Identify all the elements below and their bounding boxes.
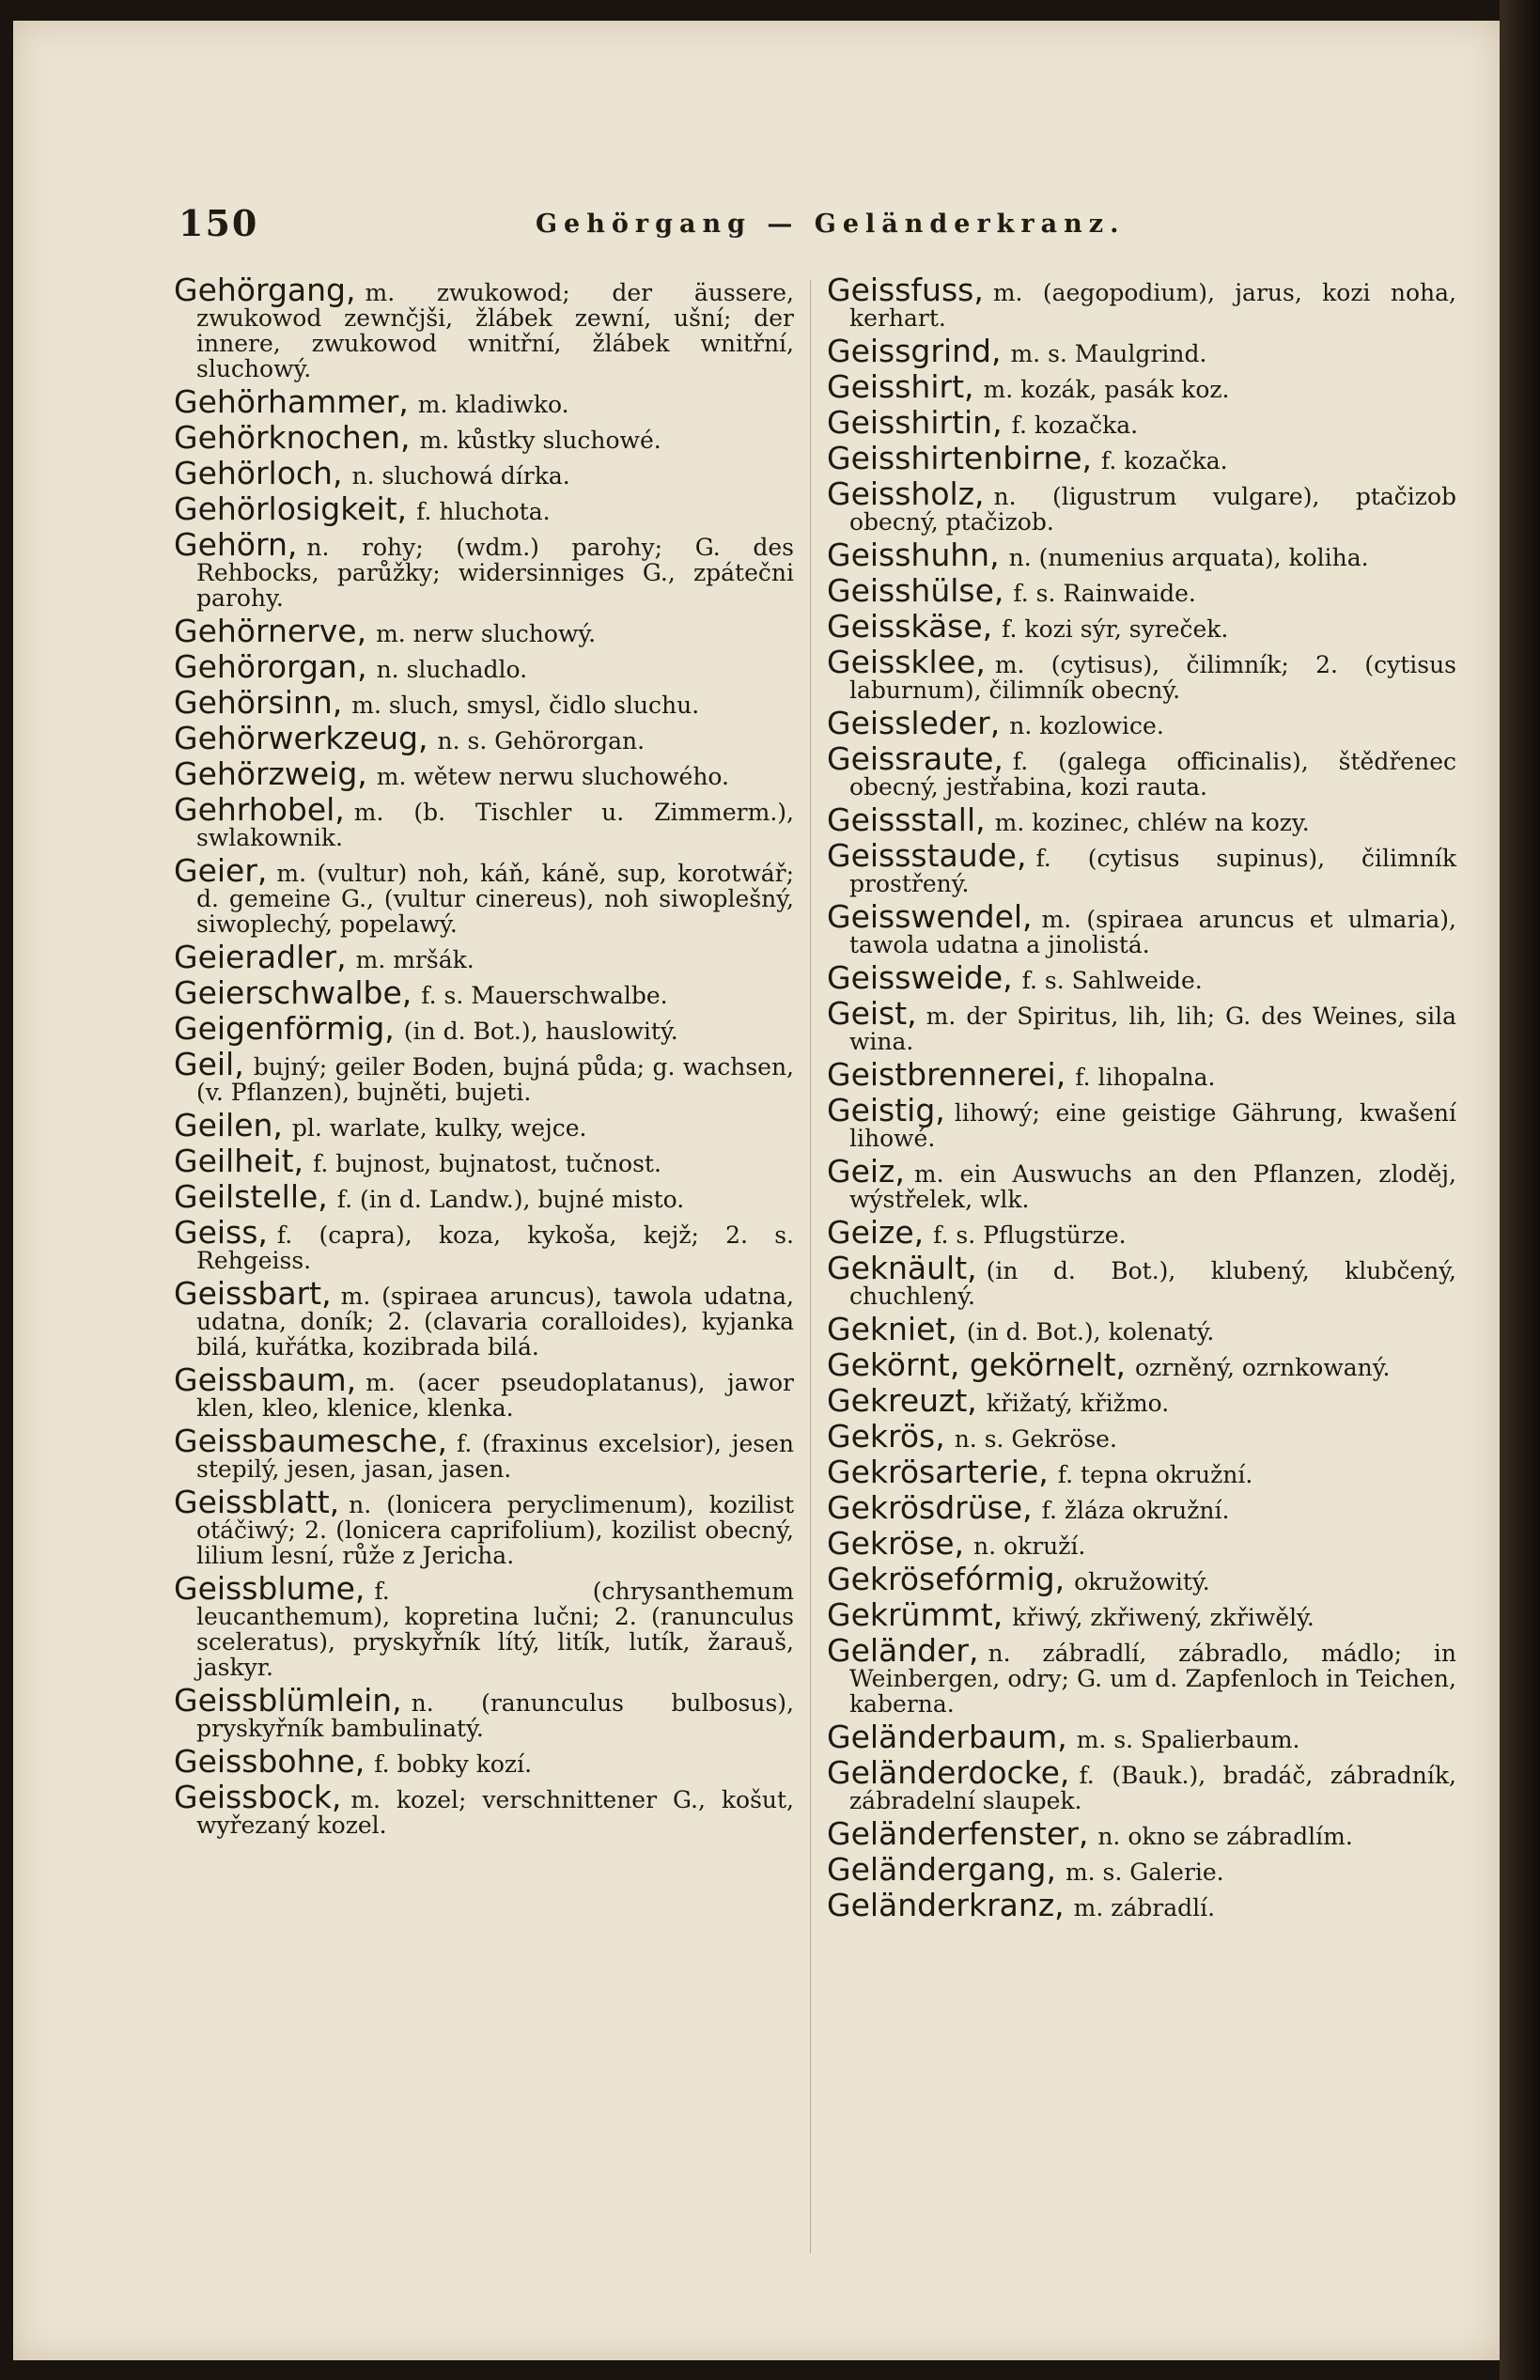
entry-definition: n. okruží. — [973, 1532, 1086, 1560]
dictionary-entry — [827, 1092, 1456, 1152]
dictionary-entry — [827, 333, 1456, 369]
entry-definition: f. s. Mauerschwalbe. — [421, 982, 668, 1009]
running-head: Gehörgang — Geländerkranz. — [536, 210, 1126, 239]
entry-definition: n. (numenius arquata), koliha. — [1008, 544, 1369, 571]
entry-headword: Geknäult, — [827, 1250, 977, 1286]
entry-definition: pl. warlate, kulky, wejce. — [291, 1114, 587, 1142]
dictionary-entry — [174, 526, 794, 612]
entry-definition: bujný; geiler Boden, bujná půda; g. wachsen, (v. Pflanzen), bujněti, bujeti. — [196, 1053, 794, 1106]
entry-definition: f. s. Sahlweide. — [1021, 967, 1203, 994]
entry-headword: Geilstelle, — [174, 1178, 328, 1215]
page-header — [179, 202, 1475, 249]
dictionary-entry — [827, 272, 1456, 332]
entry-definition: f. hluchota. — [416, 498, 551, 525]
dictionary-entry — [174, 419, 794, 456]
dictionary-entry — [827, 572, 1456, 609]
entry-definition: m. wětew nerwu sluchowého. — [376, 763, 729, 790]
dictionary-entry — [827, 475, 1456, 536]
entry-headword: Geiss, — [174, 1214, 268, 1251]
entry-definition: n. (ligustrum vulgare), ptačizob obecný, ptačizob. — [849, 483, 1456, 536]
dictionary-entry — [174, 1107, 794, 1143]
entry-headword: Geisswendel, — [827, 898, 1033, 935]
dictionary-entry — [174, 455, 794, 491]
dictionary-entry — [174, 852, 794, 938]
entry-headword: Geländerdocke, — [827, 1754, 1070, 1791]
entry-headword: Geissgrind, — [827, 333, 1002, 369]
entry-definition: (in d. Bot.), kolenatý. — [966, 1318, 1215, 1346]
entry-headword: Gehörzweig, — [174, 755, 367, 792]
dictionary-entry — [827, 1596, 1456, 1633]
entry-headword: Gehörgang, — [174, 272, 356, 308]
dictionary-entry — [174, 1682, 794, 1742]
entry-headword: Gekrösdrüse, — [827, 1489, 1033, 1526]
entry-definition: n. s. Gehörorgan. — [437, 727, 646, 754]
dictionary-entry — [827, 898, 1456, 958]
entry-headword: Geil, — [174, 1046, 244, 1082]
dictionary-entry — [827, 1214, 1456, 1251]
entry-headword: Geissblümlein, — [174, 1682, 402, 1719]
dictionary-entry — [174, 939, 794, 975]
entry-headword: Gekröse, — [827, 1525, 965, 1562]
entry-headword: Geissleder, — [827, 705, 1001, 741]
entry-headword: Gehörknochen, — [174, 419, 411, 456]
entry-headword: Geissbohne, — [174, 1743, 366, 1780]
dictionary-entry — [827, 1454, 1456, 1490]
entry-definition: f. bobky kozí. — [374, 1750, 533, 1778]
entry-definition: m. (spiraea aruncus), tawola udatna, udatna, doník; 2. (clavaria coralloides), kyjanka bilá, kuřátka, kozibrada bilá. — [196, 1283, 794, 1361]
entry-definition: m. (acer pseudoplatanus), jawor klen, kleo, klenice, klenka. — [196, 1369, 794, 1422]
dictionary-entry — [827, 740, 1456, 801]
entry-definition: f. (Bauk.), bradáč, zábradník, zábradelní slaupek. — [849, 1762, 1456, 1814]
dictionary-entry — [174, 1779, 794, 1839]
entry-headword: Geize, — [827, 1214, 925, 1251]
dictionary-entry — [827, 537, 1456, 573]
entry-definition: n. sluchowá dírka. — [351, 462, 570, 490]
entry-headword: Gekrös, — [827, 1418, 945, 1454]
dictionary-entry — [827, 1153, 1456, 1213]
dictionary-entry — [827, 1815, 1456, 1852]
entry-definition: f. kozi sýr, syreček. — [1002, 615, 1229, 643]
entry-headword: Geigenförmig, — [174, 1010, 395, 1047]
dictionary-entry — [174, 1743, 794, 1780]
entry-definition: m. kladiwko. — [417, 391, 569, 418]
entry-definition: (in d. Bot.), klubený, klubčený, chuchlený. — [849, 1257, 1456, 1310]
entry-headword: Gehörorgan, — [174, 648, 367, 685]
dictionary-entry — [827, 368, 1456, 405]
dictionary-entry — [174, 755, 794, 792]
entry-definition: m. (b. Tischler u. Zimmerm.), swlakownik. — [196, 799, 794, 851]
dictionary-entry — [174, 613, 794, 649]
entry-definition: f. s. Pflugstürze. — [933, 1221, 1127, 1249]
entry-headword: Geissklee, — [827, 644, 986, 680]
entry-definition: n. (ranunculus bulbosus), pryskyřník bambulinatý. — [196, 1689, 794, 1742]
dictionary-entry — [827, 1754, 1456, 1814]
entry-definition: f. kozačka. — [1101, 447, 1228, 474]
entry-definition: n. s. Gekröse. — [954, 1425, 1117, 1453]
entry-headword: Gehörhammer, — [174, 383, 409, 420]
dictionary-entry — [174, 1484, 794, 1569]
entry-headword: Geisskäse, — [827, 608, 993, 645]
dictionary-entry — [827, 1382, 1456, 1419]
entry-headword: Gehörlosigkeit, — [174, 490, 408, 527]
entry-definition: f. (cytisus supinus), čilimník prostřený. — [849, 845, 1456, 897]
entry-definition: f. kozačka. — [1011, 412, 1139, 439]
dictionary-entry — [827, 995, 1456, 1055]
entry-headword: Gekrösefórmig, — [827, 1561, 1066, 1597]
dictionary-entry — [174, 1143, 794, 1179]
entry-headword: Geisshuhn, — [827, 537, 1000, 573]
dictionary-entry — [827, 608, 1456, 645]
entry-headword: Geistbrennerei, — [827, 1056, 1066, 1093]
entry-definition: m. der Spiritus, lih, lih; G. des Weines, sila wina. — [849, 1003, 1456, 1055]
entry-headword: Gekreuzt, — [827, 1382, 977, 1419]
dictionary-entry — [827, 837, 1456, 897]
entry-definition: f. lihopalna. — [1075, 1064, 1216, 1091]
entry-definition: f. bujnost, bujnatost, tučnost. — [313, 1150, 661, 1177]
entry-definition: m. s. Spalierbaum. — [1076, 1726, 1300, 1753]
entry-definition: (in d. Bot.), hauslowitý. — [403, 1018, 678, 1045]
dictionary-entry — [174, 1214, 794, 1274]
entry-headword: Geist, — [827, 995, 917, 1032]
dictionary-entry — [174, 791, 794, 851]
entry-definition: n. zábradlí, zábradlo, mádlo; in Weinbergen, odry; G. um d. Zapfenloch in Teichen, kaberna. — [849, 1640, 1456, 1718]
entry-definition: m. sluch, smysl, čidlo sluchu. — [351, 692, 700, 719]
entry-headword: Geissbaumesche, — [174, 1423, 448, 1459]
entry-headword: Geissstaude, — [827, 837, 1027, 874]
entry-definition: m. kozel; verschnittener G., košut, wyřezaný kozel. — [196, 1786, 794, 1839]
entry-definition: n. okno se zábradlím. — [1097, 1823, 1353, 1850]
dictionary-entry — [827, 1561, 1456, 1597]
entry-definition: m. s. Maulgrind. — [1010, 340, 1207, 367]
entry-headword: Gehörwerkzeug, — [174, 720, 428, 756]
dictionary-entry — [174, 1046, 794, 1106]
dictionary-entry — [827, 801, 1456, 838]
dictionary-entry — [174, 1570, 794, 1681]
entry-definition: lihowý; eine geistige Gährung, kwašení lihowé. — [849, 1099, 1456, 1152]
dictionary-entry — [827, 1525, 1456, 1562]
entry-definition: f. (chrysanthemum leucanthemum), kopretina lučni; 2. (ranunculus sceleratus), pryskyřník lítý, litík, lutík, žarauš, jaskyr. — [196, 1578, 794, 1681]
entry-headword: Geländerbaum, — [827, 1719, 1067, 1755]
entry-headword: Geierschwalbe, — [174, 974, 412, 1011]
dictionary-entry — [827, 1489, 1456, 1526]
entry-headword: Geisshülse, — [827, 572, 1004, 609]
dictionary-entry — [827, 705, 1456, 741]
entry-definition: m. zwukowod; der äussere, zwukowod zewnčjši, žlábek zewní, ušní; der innere, zwukowod wnitřní, žlábek wnitřní, sluchowý. — [196, 279, 794, 382]
entry-definition: f. žláza okružní. — [1041, 1497, 1230, 1524]
entry-headword: Geländerkranz, — [827, 1887, 1065, 1923]
dictionary-entry — [827, 959, 1456, 996]
entry-definition: ozrněný, ozrnkowaný. — [1135, 1354, 1391, 1381]
entry-headword: Geistig, — [827, 1092, 945, 1128]
dictionary-entry — [827, 644, 1456, 704]
entry-definition: n. (lonicera peryclimenum), kozilist otáčiwý; 2. (lonicera caprifolium), kozilist obecný, lilium lesní, růže z Jericha. — [196, 1491, 794, 1569]
entry-definition: m. ein Auswuchs an den Pflanzen, zloděj, wýstřelek, wlk. — [849, 1160, 1456, 1213]
entry-definition: m. s. Galerie. — [1065, 1859, 1224, 1886]
dictionary-entry — [174, 490, 794, 527]
entry-headword: Gehörnerve, — [174, 613, 367, 649]
dictionary-entry — [827, 1851, 1456, 1888]
dictionary-entry — [827, 1056, 1456, 1093]
entry-headword: Geissbaum, — [174, 1361, 357, 1398]
dictionary-entry — [827, 1887, 1456, 1923]
dictionary-entry — [827, 1311, 1456, 1347]
entry-headword: Gekniet, — [827, 1311, 957, 1347]
entry-definition: f. tepna okružní. — [1057, 1461, 1253, 1488]
entry-definition: m. kůstky sluchowé. — [419, 427, 661, 454]
entry-definition: f. (in d. Landw.), bujné misto. — [336, 1186, 685, 1213]
dictionary-entry — [174, 1361, 794, 1422]
dictionary-entry — [174, 272, 794, 382]
entry-definition: n. kozlowice. — [1009, 712, 1164, 739]
dictionary-entry — [827, 404, 1456, 441]
entry-definition: f. (fraxinus excelsior), jesen stepilý, jesen, jasan, jasen. — [196, 1430, 794, 1483]
entry-definition: m. mršák. — [355, 946, 474, 973]
dictionary-entry — [174, 720, 794, 756]
entry-definition: f. (galega officinalis), štědřenec obecný, jestřabina, kozi rauta. — [849, 748, 1456, 801]
entry-headword: Geilheit, — [174, 1143, 304, 1179]
entry-headword: Geilen, — [174, 1107, 283, 1143]
dictionary-entry — [174, 1010, 794, 1047]
entry-headword: Geier, — [174, 852, 268, 889]
entry-headword: Geländerfenster, — [827, 1815, 1089, 1852]
dictionary-entry — [174, 383, 794, 420]
dictionary-entry — [174, 974, 794, 1011]
entry-definition: okružowitý. — [1074, 1568, 1210, 1595]
entry-definition: m. kozinec, chléw na kozy. — [994, 809, 1310, 836]
entry-headword: Geisshirtin, — [827, 404, 1003, 441]
entry-definition: m. kozák, pasák koz. — [983, 376, 1230, 403]
dictionary-entry — [827, 1632, 1456, 1718]
entry-headword: Gehörloch, — [174, 455, 343, 491]
entry-definition: n. sluchadlo. — [376, 656, 528, 683]
entry-headword: Geissfuss, — [827, 272, 984, 308]
entry-headword: Gekrösarterie, — [827, 1454, 1049, 1490]
entry-headword: Geissbock, — [174, 1779, 342, 1815]
entry-definition: m. (aegopodium), jarus, kozi noha, kerhart. — [849, 279, 1456, 332]
entry-definition: m. nerw sluchowý. — [376, 620, 597, 647]
entry-headword: Geieradler, — [174, 939, 347, 975]
entry-headword: Geiz, — [827, 1153, 905, 1190]
right-column — [827, 272, 1456, 1928]
dictionary-entry — [174, 1178, 794, 1215]
entry-definition: křižatý, křižmo. — [986, 1390, 1170, 1417]
entry-headword: Gehörn, — [174, 526, 298, 563]
entry-headword: Gehörsinn, — [174, 684, 343, 721]
entry-headword: Geissweide, — [827, 959, 1013, 996]
entry-definition: m. (spiraea aruncus et ulmaria), tawola udatna a jinolistá. — [849, 906, 1456, 958]
entry-definition: n. rohy; (wdm.) parohy; G. des Rehbocks, parůžky; widersinniges G., zpátečni parohy. — [196, 534, 794, 612]
entry-headword: Geissblatt, — [174, 1484, 340, 1520]
dictionary-entry — [174, 648, 794, 685]
dictionary-entry — [827, 1250, 1456, 1310]
entry-headword: Geisshirtenbirne, — [827, 440, 1093, 476]
dictionary-entry — [827, 1719, 1456, 1755]
dictionary-entry — [827, 1418, 1456, 1454]
dictionary-entry — [174, 684, 794, 721]
entry-headword: Gekörnt, gekörnelt, — [827, 1346, 1126, 1383]
entry-definition: m. zábradlí. — [1073, 1894, 1216, 1921]
entry-definition: m. (vultur) noh, káň, káně, sup, korotwář; d. gemeine G., (vultur cinereus), noh siwoplešný, siwoplechý, popelawý. — [196, 860, 794, 938]
entry-headword: Geländergang, — [827, 1851, 1056, 1888]
entry-definition: křiwý, zkřiwený, zkřiwělý. — [1012, 1604, 1314, 1631]
left-column — [174, 272, 794, 1845]
entry-headword: Gehrhobel, — [174, 791, 345, 828]
entry-headword: Geissbart, — [174, 1275, 332, 1312]
dictionary-entry — [827, 440, 1456, 476]
entry-headword: Geisshirt, — [827, 368, 974, 405]
entry-headword: Geissholz, — [827, 475, 985, 512]
book-spine — [1500, 0, 1540, 2380]
entry-headword: Geländer, — [827, 1632, 979, 1669]
entry-definition: f. s. Rainwaide. — [1013, 580, 1196, 607]
dictionary-entry — [174, 1423, 794, 1483]
entry-headword: Geissblume, — [174, 1570, 366, 1607]
entry-headword: Geissstall, — [827, 801, 986, 838]
entry-headword: Gekrümmt, — [827, 1596, 1003, 1633]
entry-definition: f. (capra), koza, kykoša, kejž; 2. s. Rehgeiss. — [196, 1221, 794, 1274]
page-number: 150 — [179, 202, 259, 244]
entry-headword: Geissraute, — [827, 740, 1003, 777]
dictionary-entry — [827, 1346, 1456, 1383]
dictionary-entry — [174, 1275, 794, 1361]
entry-definition: m. (cytisus), čilimník; 2. (cytisus laburnum), čilimník obecný. — [849, 651, 1456, 704]
column-divider — [810, 280, 811, 2253]
